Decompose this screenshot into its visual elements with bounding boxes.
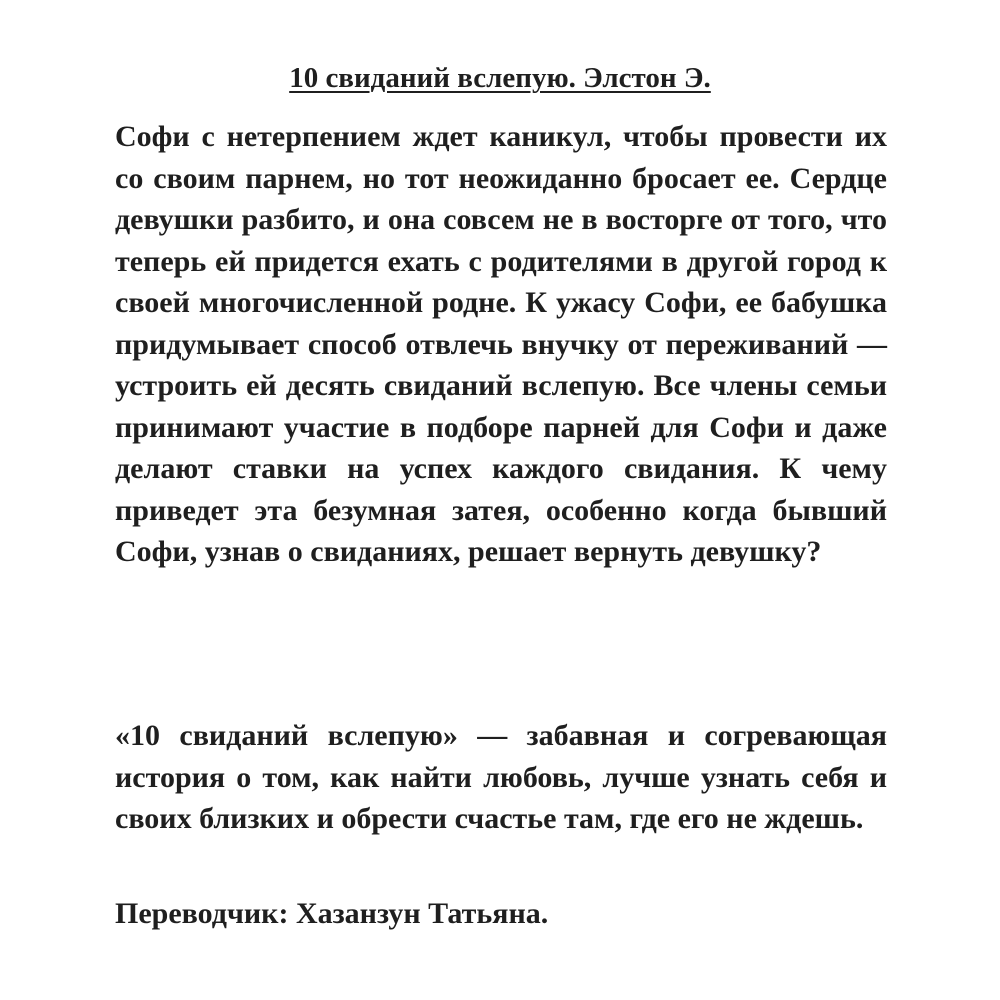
book-title: 10 свиданий вслепую. Элстон Э. xyxy=(289,62,711,94)
book-description: Софи с нетерпением ждет каникул, чтобы провести их со своим парнем, но тот неожиданно бросает ее. Сердце девушки разбито, и она совсем не в восторге от того, что теперь ей придется ехать с родителями в другой город к своей многочисленной родне. К ужасу Софи, ее бабушка придумывает способ отвлечь внучку от переживаний — устроить ей десять свиданий вслепую. Все члены семьи принимают участие в подборе парней для Софи и даже делают ставки на успех каждого свидания. К чему приведет эта безумная затея, особенно когда бывший Софи, узнав о свиданиях, решает вернуть девушку? xyxy=(115,120,887,568)
book-tagline: «10 свиданий вслепую» — забавная и согревающая история о том, как найти любовь, лучше узнать себя и своих близких и обрести счастье там, где его не ждешь. xyxy=(115,719,887,835)
translator-credit: Переводчик: Хазанзун Татьяна. xyxy=(115,897,549,930)
